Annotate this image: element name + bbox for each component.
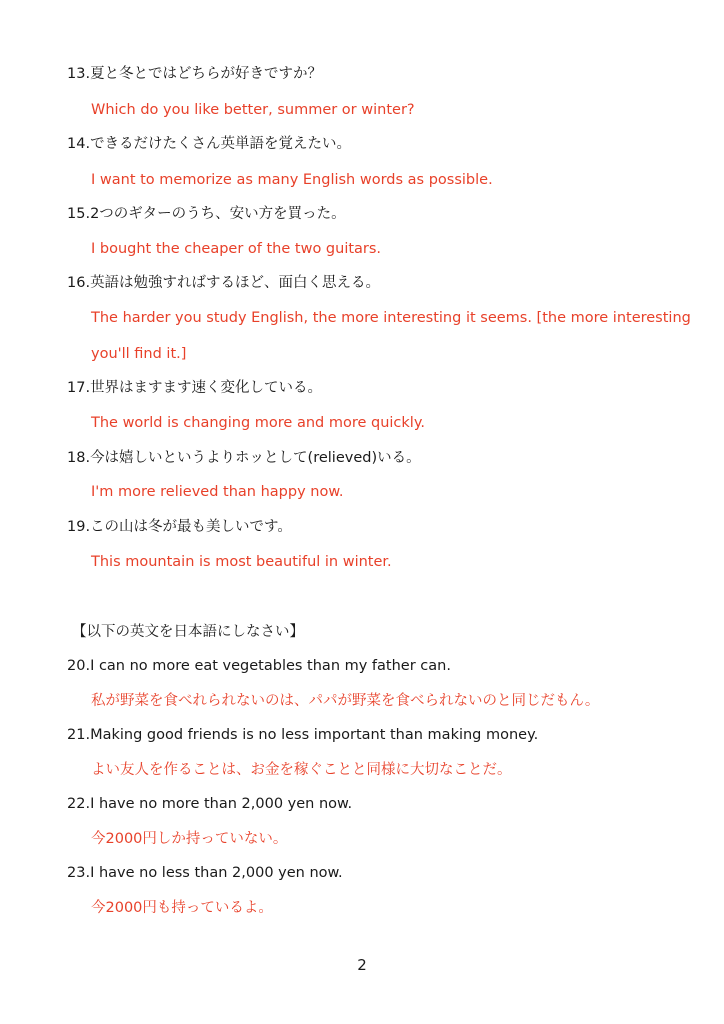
answer-17: The world is changing more and more quickly.	[91, 415, 425, 431]
answer-21: よい友人を作ることは、お金を稼ぐことと同様に大切なことだ。	[91, 762, 512, 778]
question-16	[67, 273, 380, 293]
question-text: 2つのギターのうち、安い方を買った。	[90, 206, 346, 222]
question-number: 23.	[67, 865, 91, 881]
answer-14: I want to memorize as many English words as possible.	[91, 172, 493, 188]
answer-23: 今2000円も持っているよ。	[91, 900, 273, 916]
section-heading: 【以下の英文を日本語にしなさい】	[72, 624, 304, 640]
question-number: 19.	[67, 519, 91, 535]
answer-18: I'm more relieved than happy now.	[91, 484, 344, 500]
question-14	[67, 134, 351, 154]
question-number: 17.	[67, 380, 91, 396]
answer-16-line-1: The harder you study English, the more interesting it seems. [the more interesting	[91, 310, 691, 326]
answer-19: This mountain is most beautiful in winter.	[91, 554, 392, 570]
question-number: 13.	[67, 66, 91, 82]
question-number: 20.	[67, 658, 91, 674]
question-number: 16.	[67, 275, 91, 291]
question-text: 今は嬉しいというよりホッとして(relieved)いる。	[90, 450, 421, 466]
question-number: 14.	[67, 136, 91, 152]
question-23	[67, 863, 343, 883]
question-text: I can no more eat vegetables than my father can.	[90, 658, 451, 674]
question-20	[67, 656, 451, 676]
answer-13: Which do you like better, summer or winter?	[91, 102, 415, 118]
question-text: Making good friends is no less important than making money.	[90, 727, 539, 743]
answer-22: 今2000円しか持っていない。	[91, 831, 288, 847]
answer-16-line-2: you'll find it.]	[91, 346, 187, 362]
answer-20: 私が野菜を食べれられないのは、パパが野菜を食べられないのと同じだもん。	[91, 693, 600, 709]
question-text: I have no less than 2,000 yen now.	[90, 865, 343, 881]
question-text: 世界はますます速く変化している。	[90, 380, 323, 396]
question-number: 18.	[67, 450, 91, 466]
question-number: 22.	[67, 796, 91, 812]
question-text: I have no more than 2,000 yen now.	[90, 796, 353, 812]
question-number: 15.	[67, 206, 91, 222]
question-21	[67, 725, 538, 745]
question-15	[67, 204, 346, 224]
question-number: 21.	[67, 727, 91, 743]
question-text: 英語は勉強すればするほど、面白く思える。	[90, 275, 381, 291]
question-19	[67, 517, 292, 537]
question-text: 夏と冬とではどちらが好きですか？	[90, 66, 323, 82]
question-22	[67, 794, 352, 814]
question-text: できるだけたくさん英単語を覚えたい。	[90, 136, 352, 152]
question-13	[67, 64, 322, 84]
question-18	[67, 448, 421, 468]
question-17	[67, 378, 322, 398]
page-number: 2	[357, 956, 367, 974]
answer-15: I bought the cheaper of the two guitars.	[91, 241, 382, 257]
question-text: この山は冬が最も美しいです。	[90, 519, 292, 535]
